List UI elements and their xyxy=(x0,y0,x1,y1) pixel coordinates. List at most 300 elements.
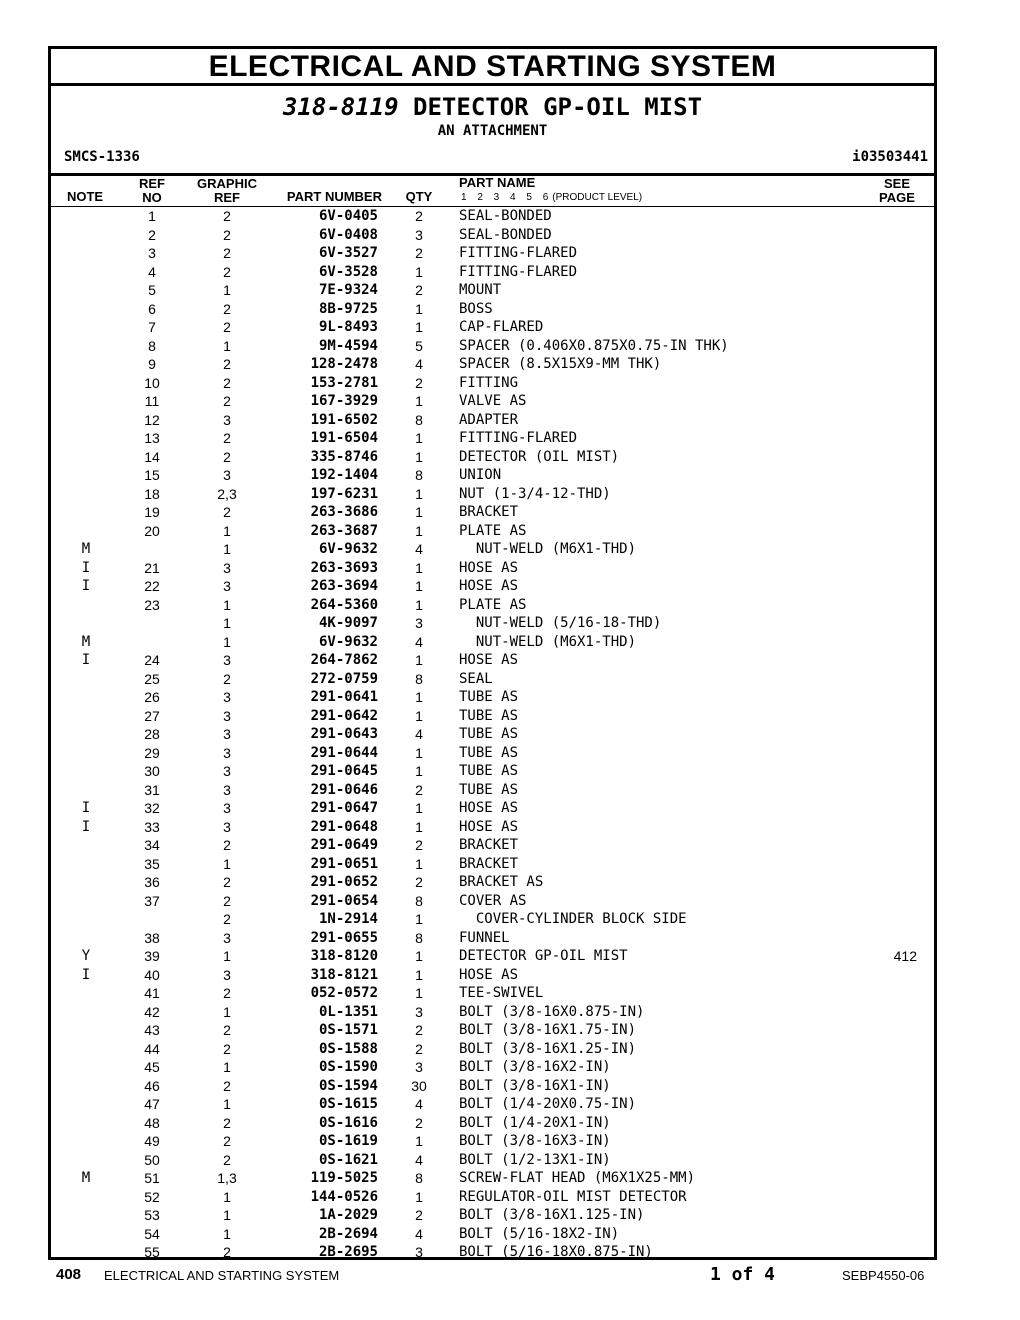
part-name-cell: TUBE AS xyxy=(459,689,519,705)
col-header-graphic-ref-line2: REF xyxy=(214,190,240,205)
ref-no-cell: 33 xyxy=(144,818,160,835)
ref-no-cell: 4 xyxy=(148,263,156,280)
part-name-cell: DETECTOR GP-OIL MIST xyxy=(459,948,628,964)
part-name-cell: TUBE AS xyxy=(459,707,519,724)
table-row xyxy=(51,1114,934,1133)
graphic-ref-cell: 3 xyxy=(223,966,231,983)
part-name-cell: ADAPTER xyxy=(459,411,519,428)
ref-no-cell: 28 xyxy=(144,726,160,742)
ref-no-cell: 37 xyxy=(144,892,160,909)
qty-cell: 1 xyxy=(415,1188,423,1205)
table-row xyxy=(51,873,934,892)
part-number-cell: 6V-0405 xyxy=(318,208,378,224)
graphic-ref-cell: 1 xyxy=(223,596,231,613)
qty-cell: 1 xyxy=(415,559,423,576)
table-row xyxy=(51,485,934,504)
part-number-cell: 144-0526 xyxy=(310,1188,378,1205)
qty-cell: 2 xyxy=(415,837,423,853)
part-number-cell: 8B-9725 xyxy=(318,300,378,317)
graphic-ref-cell: 1 xyxy=(223,1059,231,1075)
graphic-ref-cell: 1 xyxy=(223,1003,231,1020)
note-cell: I xyxy=(81,559,91,576)
part-number-cell: 1N-2914 xyxy=(318,911,378,927)
part-number-cell: 6V-9632 xyxy=(318,541,378,557)
table-row xyxy=(51,374,934,393)
ref-no-cell: 46 xyxy=(144,1077,160,1094)
graphic-ref-cell: 1 xyxy=(223,337,231,354)
part-name-cell: NUT-WELD (M6X1-THD) xyxy=(459,633,637,650)
ref-no-cell: 2 xyxy=(148,226,156,243)
ref-no-cell: 1 xyxy=(148,208,156,224)
part-number-cell: 9M-4594 xyxy=(318,337,378,354)
graphic-ref-cell: 2 xyxy=(223,430,231,446)
ref-no-cell: 44 xyxy=(144,1040,160,1057)
part-number-cell: 119-5025 xyxy=(310,1170,378,1186)
qty-cell: 2 xyxy=(415,374,423,391)
graphic-ref-cell: 3 xyxy=(223,707,231,724)
table-row xyxy=(51,596,934,615)
graphic-ref-cell: 2 xyxy=(223,263,231,280)
graphic-ref-cell: 2 xyxy=(223,911,231,927)
part-number-cell: 0S-1594 xyxy=(318,1077,378,1094)
part-name-cell: HOSE AS xyxy=(459,652,519,668)
part-name-cell: BRACKET AS xyxy=(459,874,544,890)
part-number-cell: 291-0641 xyxy=(310,689,378,705)
part-name-cell: DETECTOR (OIL MIST) xyxy=(459,448,620,465)
ref-no-cell: 3 xyxy=(148,245,156,261)
ref-no-cell: 52 xyxy=(144,1188,160,1205)
qty-cell: 8 xyxy=(415,1170,423,1186)
table-row xyxy=(51,300,934,319)
part-number-cell: 291-0647 xyxy=(310,800,378,816)
ref-no-cell: 14 xyxy=(144,448,160,465)
ref-no-cell: 19 xyxy=(144,504,160,520)
graphic-ref-cell: 3 xyxy=(223,929,231,946)
part-number-cell: 291-0646 xyxy=(310,781,378,798)
qty-cell: 4 xyxy=(415,726,423,742)
ref-no-cell: 40 xyxy=(144,966,160,983)
graphic-ref-cell: 1 xyxy=(223,282,231,298)
table-row xyxy=(51,1077,934,1096)
group-name: DETECTOR GP-OIL MIST xyxy=(413,93,703,121)
table-row xyxy=(51,226,934,245)
ref-no-cell: 29 xyxy=(144,744,160,761)
table-row xyxy=(51,966,934,985)
qty-cell: 2 xyxy=(415,874,423,890)
ref-no-cell: 54 xyxy=(144,1225,160,1242)
part-number-cell: 291-0648 xyxy=(310,818,378,835)
group-part-number: 318-8119 xyxy=(282,93,399,121)
ref-no-cell: 22 xyxy=(144,578,160,594)
note-cell: I xyxy=(81,652,91,668)
ref-no-cell: 38 xyxy=(144,929,160,946)
part-number-cell: 0S-1590 xyxy=(318,1059,378,1075)
part-name-cell: PLATE AS xyxy=(459,522,527,539)
part-name-cell: SPACER (8.5X15X9-MM THK) xyxy=(459,356,662,372)
qty-cell: 3 xyxy=(415,615,423,631)
table-row xyxy=(51,947,934,966)
part-name-cell: BOLT (3/8-16X1.25-IN) xyxy=(459,1040,637,1057)
qty-cell: 4 xyxy=(415,356,423,372)
table-row xyxy=(51,281,934,300)
note-cell: M xyxy=(81,541,91,557)
qty-cell: 2 xyxy=(415,1207,423,1223)
part-name-cell: REGULATOR-OIL MIST DETECTOR xyxy=(459,1188,687,1205)
page-footer xyxy=(0,1266,1020,1288)
note-cell: I xyxy=(81,800,91,816)
ref-no-cell: 25 xyxy=(144,670,160,687)
qty-cell: 1 xyxy=(415,448,423,465)
part-number-cell: 9L-8493 xyxy=(318,319,378,335)
table-row xyxy=(51,799,934,818)
section-title: ELECTRICAL AND STARTING SYSTEM xyxy=(51,49,934,86)
table-row xyxy=(51,1003,934,1022)
graphic-ref-cell: 3 xyxy=(223,763,231,779)
product-level-indicator xyxy=(461,192,642,203)
graphic-ref-cell: 2 xyxy=(223,985,231,1001)
table-row xyxy=(51,411,934,430)
ref-no-cell: 49 xyxy=(144,1133,160,1149)
graphic-ref-cell: 1 xyxy=(223,615,231,631)
note-cell: Y xyxy=(81,948,91,964)
graphic-ref-cell: 1 xyxy=(223,1225,231,1242)
part-number-cell: 191-6502 xyxy=(310,411,378,428)
ref-no-cell: 15 xyxy=(144,467,160,483)
qty-cell: 1 xyxy=(415,1133,423,1149)
ref-no-cell: 11 xyxy=(144,393,160,409)
part-name-cell: FITTING xyxy=(459,374,519,391)
col-header-see-page-line2: PAGE xyxy=(879,190,915,205)
qty-cell: 1 xyxy=(415,522,423,539)
col-header-ref-no-line1: REF xyxy=(139,176,165,191)
ref-no-cell: 7 xyxy=(148,319,156,335)
parts-list-frame xyxy=(48,46,937,1260)
qty-cell: 8 xyxy=(415,670,423,687)
table-row xyxy=(51,744,934,763)
note-cell: I xyxy=(81,578,91,594)
graphic-ref-cell: 2 xyxy=(223,1077,231,1094)
graphic-ref-cell: 2 xyxy=(223,300,231,317)
graphic-ref-cell: 2 xyxy=(223,1244,231,1260)
part-name-cell: BRACKET xyxy=(459,855,519,872)
table-row xyxy=(51,855,934,874)
part-number-cell: 128-2478 xyxy=(310,356,378,372)
part-name-cell: CAP-FLARED xyxy=(459,319,544,335)
graphic-ref-cell: 3 xyxy=(223,744,231,761)
graphic-ref-cell: 2 xyxy=(223,448,231,465)
ref-no-cell: 27 xyxy=(144,707,160,724)
qty-cell: 2 xyxy=(415,208,423,224)
part-name-cell: TUBE AS xyxy=(459,726,519,742)
part-number-cell: 0S-1571 xyxy=(318,1022,378,1038)
graphic-ref-cell: 3 xyxy=(223,818,231,835)
qty-cell: 8 xyxy=(415,467,423,483)
graphic-ref-cell: 2 xyxy=(223,1040,231,1057)
part-name-cell: BOLT (3/8-16X1-IN) xyxy=(459,1077,611,1094)
graphic-ref-cell: 2 xyxy=(223,393,231,409)
graphic-ref-cell: 3 xyxy=(223,559,231,576)
qty-cell: 1 xyxy=(415,763,423,779)
part-name-cell: BOLT (5/16-18X0.875-IN) xyxy=(459,1244,653,1260)
part-number-cell: 167-3929 xyxy=(310,393,378,409)
part-number-cell: 6V-3527 xyxy=(318,245,378,261)
qty-cell: 2 xyxy=(415,781,423,798)
part-number-cell: 291-0651 xyxy=(310,855,378,872)
part-name-cell: BOLT (3/8-16X2-IN) xyxy=(459,1059,611,1075)
part-name-cell: TUBE AS xyxy=(459,763,519,779)
graphic-ref-cell: 1,3 xyxy=(217,1170,237,1186)
graphic-ref-cell: 2 xyxy=(223,670,231,687)
part-name-cell: TEE-SWIVEL xyxy=(459,985,544,1001)
part-number-cell: 291-0654 xyxy=(310,892,378,909)
part-name-cell: SCREW-FLAT HEAD (M6X1X25-MM) xyxy=(459,1170,696,1186)
graphic-ref-cell: 1 xyxy=(223,1188,231,1205)
parts-table xyxy=(51,207,934,1262)
part-number-cell: 2B-2694 xyxy=(318,1225,378,1242)
part-name-cell: VALVE AS xyxy=(459,393,527,409)
table-row xyxy=(51,670,934,689)
qty-cell: 2 xyxy=(415,1022,423,1038)
ref-no-cell: 42 xyxy=(144,1003,160,1020)
ref-no-cell: 23 xyxy=(144,596,160,613)
graphic-ref-cell: 3 xyxy=(223,652,231,668)
ref-no-cell: 43 xyxy=(144,1022,160,1038)
graphic-ref-cell: 2 xyxy=(223,208,231,224)
part-name-cell: HOSE AS xyxy=(459,578,519,594)
graphic-ref-cell: 1 xyxy=(223,633,231,650)
part-name-cell: BOLT (3/8-16X1.75-IN) xyxy=(459,1022,637,1038)
part-number-cell: 263-3686 xyxy=(310,504,378,520)
qty-cell: 1 xyxy=(415,966,423,983)
see-page-cell: 412 xyxy=(893,948,917,964)
part-number-cell: 264-7862 xyxy=(310,652,378,668)
part-number-cell: 291-0643 xyxy=(310,726,378,742)
part-number-cell: 052-0572 xyxy=(310,985,378,1001)
table-row xyxy=(51,318,934,337)
graphic-ref-cell: 2 xyxy=(223,319,231,335)
table-row xyxy=(51,651,934,670)
ref-no-cell: 34 xyxy=(144,837,160,853)
ref-no-cell: 13 xyxy=(144,430,160,446)
table-row xyxy=(51,1206,934,1225)
part-name-cell: FITTING-FLARED xyxy=(459,430,578,446)
graphic-ref-cell: 3 xyxy=(223,689,231,705)
table-row xyxy=(51,466,934,485)
qty-cell: 1 xyxy=(415,911,423,927)
table-row xyxy=(51,392,934,411)
part-name-cell: HOSE AS xyxy=(459,800,519,816)
ref-no-cell: 20 xyxy=(144,522,160,539)
part-name-cell: BOLT (3/8-16X3-IN) xyxy=(459,1133,611,1149)
ref-no-cell: 39 xyxy=(144,948,160,964)
table-row xyxy=(51,818,934,837)
part-name-cell: BOLT (1/4-20X1-IN) xyxy=(459,1114,611,1131)
ref-no-cell: 55 xyxy=(144,1244,160,1260)
group-title xyxy=(51,93,934,121)
qty-cell: 1 xyxy=(415,596,423,613)
graphic-ref-cell: 2 xyxy=(223,504,231,520)
part-name-cell: FUNNEL xyxy=(459,929,510,946)
col-header-graphic-ref-line1: GRAPHIC xyxy=(197,176,257,191)
part-number-cell: 291-0652 xyxy=(310,874,378,890)
qty-cell: 1 xyxy=(415,430,423,446)
part-number-cell: 0S-1615 xyxy=(318,1096,378,1112)
qty-cell: 5 xyxy=(415,337,423,354)
table-row xyxy=(51,263,934,282)
table-row xyxy=(51,1151,934,1170)
qty-cell: 4 xyxy=(415,1225,423,1242)
table-row xyxy=(51,337,934,356)
col-header-ref-no-line2: NO xyxy=(142,190,162,205)
table-row xyxy=(51,522,934,541)
graphic-ref-cell: 2 xyxy=(223,1151,231,1168)
table-row xyxy=(51,448,934,467)
qty-cell: 1 xyxy=(415,652,423,668)
qty-cell: 1 xyxy=(415,393,423,409)
footer-page-number: 408 xyxy=(56,1266,82,1283)
qty-cell: 1 xyxy=(415,707,423,724)
graphic-ref-cell: 1 xyxy=(223,948,231,964)
qty-cell: 3 xyxy=(415,1059,423,1075)
qty-cell: 1 xyxy=(415,578,423,594)
part-number-cell: 153-2781 xyxy=(310,374,378,391)
part-number-cell: 264-5360 xyxy=(310,596,378,613)
ref-no-cell: 51 xyxy=(144,1170,160,1186)
part-number-cell: 291-0644 xyxy=(310,744,378,761)
table-row xyxy=(51,355,934,374)
part-name-cell: TUBE AS xyxy=(459,744,519,761)
col-header-part-number: PART NUMBER xyxy=(286,189,382,204)
table-row xyxy=(51,429,934,448)
table-row xyxy=(51,1021,934,1040)
qty-cell: 4 xyxy=(415,1151,423,1168)
part-number-cell: 318-8120 xyxy=(310,948,378,964)
table-row xyxy=(51,577,934,596)
part-name-cell: SEAL-BONDED xyxy=(459,208,552,224)
table-row xyxy=(51,688,934,707)
part-number-cell: 0S-1619 xyxy=(318,1133,378,1149)
table-row xyxy=(51,1132,934,1151)
table-row xyxy=(51,559,934,578)
table-row xyxy=(51,1188,934,1207)
part-name-cell: COVER-CYLINDER BLOCK SIDE xyxy=(459,911,687,927)
part-number-cell: 197-6231 xyxy=(310,485,378,502)
part-name-cell: BOLT (5/16-18X2-IN) xyxy=(459,1225,620,1242)
part-name-cell: NUT-WELD (M6X1-THD) xyxy=(459,541,637,557)
graphic-ref-cell: 3 xyxy=(223,467,231,483)
part-name-cell: PLATE AS xyxy=(459,596,527,613)
ref-no-cell: 48 xyxy=(144,1114,160,1131)
graphic-ref-cell: 1 xyxy=(223,1096,231,1112)
part-name-cell: MOUNT xyxy=(459,282,502,298)
graphic-ref-cell: 2 xyxy=(223,892,231,909)
part-name-cell: BRACKET xyxy=(459,504,519,520)
part-number-cell: 263-3694 xyxy=(310,578,378,594)
part-name-cell: HOSE AS xyxy=(459,818,519,835)
col-header-ref-no xyxy=(131,177,173,205)
ref-no-cell: 12 xyxy=(144,411,160,428)
col-header-graphic-ref xyxy=(189,177,265,205)
qty-cell: 30 xyxy=(411,1077,427,1094)
qty-cell: 2 xyxy=(415,1040,423,1057)
note-cell: I xyxy=(81,818,91,835)
group-subtitle: AN ATTACHMENT xyxy=(437,123,548,139)
note-cell: I xyxy=(81,966,91,983)
table-row xyxy=(51,762,934,781)
table-row xyxy=(51,929,934,948)
table-row xyxy=(51,707,934,726)
part-number-cell: 291-0649 xyxy=(310,837,378,853)
table-row xyxy=(51,244,934,263)
col-header-see-page xyxy=(869,177,925,205)
part-name-cell: SEAL xyxy=(459,670,493,687)
part-number-cell: 263-3693 xyxy=(310,559,378,576)
ref-no-cell: 53 xyxy=(144,1207,160,1223)
part-name-cell: BOSS xyxy=(459,300,493,317)
col-header-note: NOTE xyxy=(66,189,104,204)
part-number-cell: 2B-2695 xyxy=(318,1244,378,1260)
part-number-cell: 192-1404 xyxy=(310,467,378,483)
qty-cell: 3 xyxy=(415,226,423,243)
part-name-cell: HOSE AS xyxy=(459,966,519,983)
ref-no-cell: 18 xyxy=(144,485,160,502)
graphic-ref-cell: 2 xyxy=(223,1022,231,1038)
graphic-ref-cell: 2 xyxy=(223,874,231,890)
part-number-cell: 6V-3528 xyxy=(318,263,378,280)
ref-no-cell: 32 xyxy=(144,800,160,816)
part-number-cell: 0S-1616 xyxy=(318,1114,378,1131)
part-name-cell: COVER AS xyxy=(459,892,527,909)
table-row xyxy=(51,781,934,800)
ref-no-cell: 21 xyxy=(144,559,160,576)
table-row xyxy=(51,1095,934,1114)
part-number-cell: 7E-9324 xyxy=(318,282,378,298)
part-name-cell: SEAL-BONDED xyxy=(459,226,552,243)
graphic-ref-cell: 1 xyxy=(223,855,231,872)
graphic-ref-cell: 2 xyxy=(223,837,231,853)
qty-cell: 1 xyxy=(415,504,423,520)
graphic-ref-cell: 2 xyxy=(223,245,231,261)
table-row xyxy=(51,614,934,633)
part-name-cell: BOLT (3/8-16X1.125-IN) xyxy=(459,1207,645,1223)
qty-cell: 1 xyxy=(415,744,423,761)
table-row xyxy=(51,503,934,522)
part-number-cell: 6V-9632 xyxy=(318,633,378,650)
qty-cell: 4 xyxy=(415,633,423,650)
footer-page-of: 1 of 4 xyxy=(710,1264,776,1285)
part-number-cell: 191-6504 xyxy=(310,430,378,446)
graphic-ref-cell: 2 xyxy=(223,226,231,243)
part-name-cell: BOLT (1/4-20X0.75-IN) xyxy=(459,1096,637,1112)
ref-no-cell: 35 xyxy=(144,855,160,872)
graphic-ref-cell: 3 xyxy=(223,578,231,594)
part-number-cell: 272-0759 xyxy=(310,670,378,687)
qty-cell: 1 xyxy=(415,263,423,280)
qty-cell: 1 xyxy=(415,485,423,502)
graphic-ref-cell: 1 xyxy=(223,541,231,557)
qty-cell: 2 xyxy=(415,245,423,261)
qty-cell: 3 xyxy=(415,1003,423,1020)
part-name-cell: BOLT (1/2-13X1-IN) xyxy=(459,1151,611,1168)
table-row xyxy=(51,207,934,226)
qty-cell: 4 xyxy=(415,541,423,557)
footer-doc-number: SEBP4550-06 xyxy=(842,1268,925,1283)
table-row xyxy=(51,836,934,855)
part-name-cell: NUT-WELD (5/16-18-THD) xyxy=(459,615,662,631)
footer-section-title: ELECTRICAL AND STARTING SYSTEM xyxy=(104,1268,340,1283)
part-name-cell: BRACKET xyxy=(459,837,519,853)
table-row xyxy=(51,892,934,911)
